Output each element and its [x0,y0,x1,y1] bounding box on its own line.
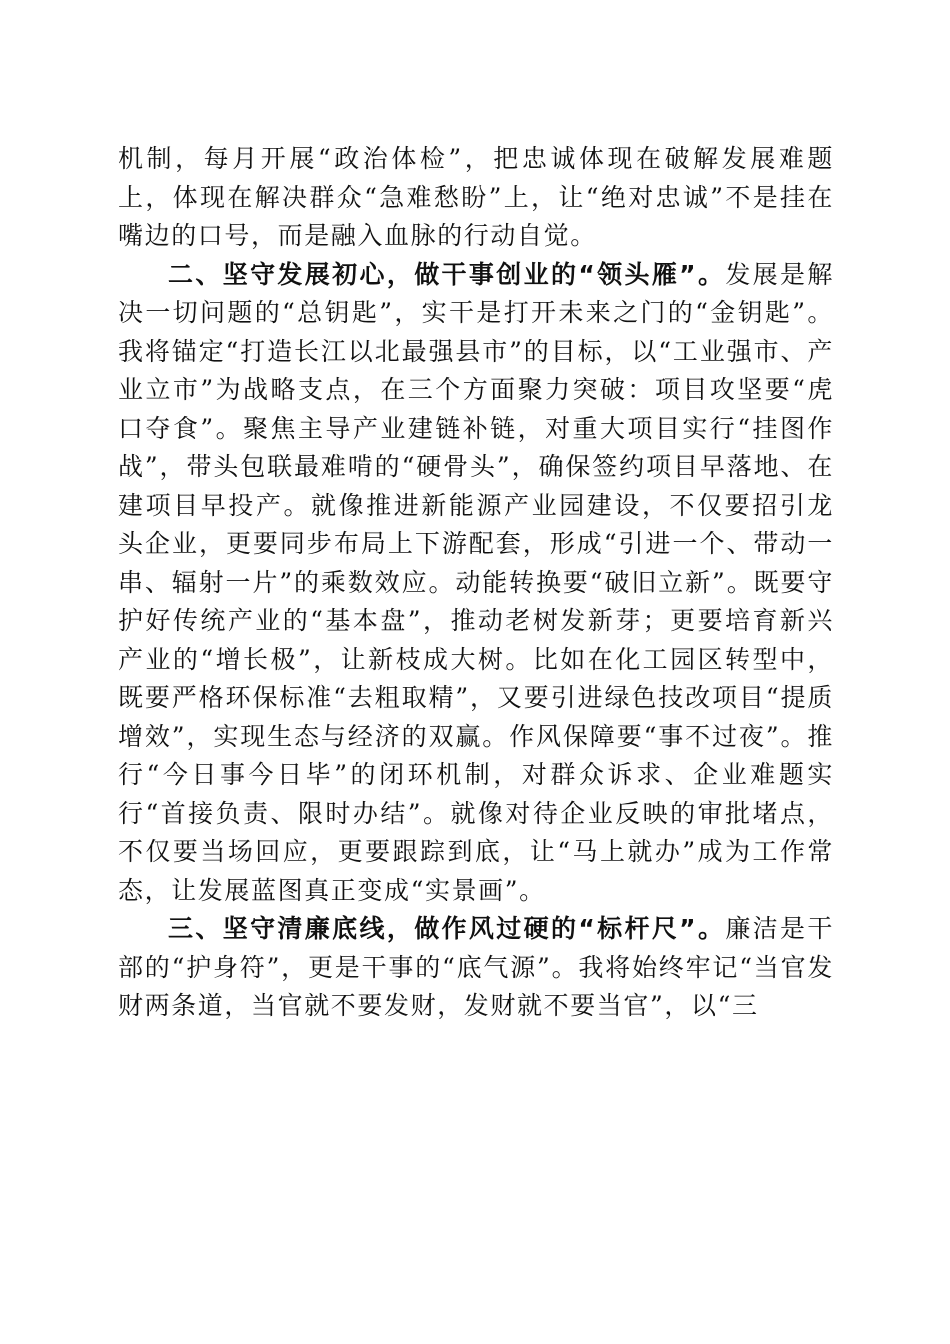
paragraph-integrity [118,910,834,1026]
section-heading-development: 二、坚守发展初心，做干事创业的“领头雁”。 [168,259,726,289]
paragraph-continuation [118,140,834,256]
section-heading-integrity: 三、坚守清廉底线，做作风过硬的“标杆尺”。 [168,914,726,943]
paragraph-text: 发展是解决一切问题的“总钥匙”，实干是打开未来之门的“金钥匙”。我将锚定“打造长江以北最强县市”的目标，以“工业强市、产业立市”为战略支点，在三个方面聚力突破：项目攻坚要“虎口夺食”。聚焦主导产业建链补链，对重大项目实行“挂图作战”，带头包联最难啃的“硬骨头”，确保签约项目早落地、在建项目早投产。就像推进新能源产业园建设，不仅要招引龙头企业，更要同步布局上下游配套，形成“引进一个、带动一串、辐射一片”的乘数效应。动能转换要“破旧立新”。既要守护好传统产业的“基本盘”，推动老树发新芽；更要培育新兴产业的“增长极”，让新枝成大树。比如在化工园区转型中，既要严格环保标准“去粗取精”，又要引进绿色技改项目“提质增效”，实现生态与经济的双赢。作风保障要“事不过夜”。推行“今日事今日毕”的闭环机制，对群众诉求、企业难题实行“首接负责、限时办结”。就像对待企业反映的审批堵点，不仅要当场回应，更要跟踪到底，让“马上就办”成为工作常态，让发展蓝图真正变成“实景画”。 [118,259,834,905]
document-body [118,140,834,1026]
paragraph-development [118,256,834,911]
paragraph-text: 廉洁是干部的“护身符”，更是干事的“底气源”。我将始终牢记“当官发财两条道，当官就不要发财，发财就不要当官”，以“三 [118,914,834,1020]
paragraph-text: 机制，每月开展“政治体检”，把忠诚体现在破解发展难题上，体现在解决群众“急难愁盼”上，让“绝对忠诚”不是挂在嘴边的口号，而是融入血脉的行动自觉。 [118,144,834,250]
